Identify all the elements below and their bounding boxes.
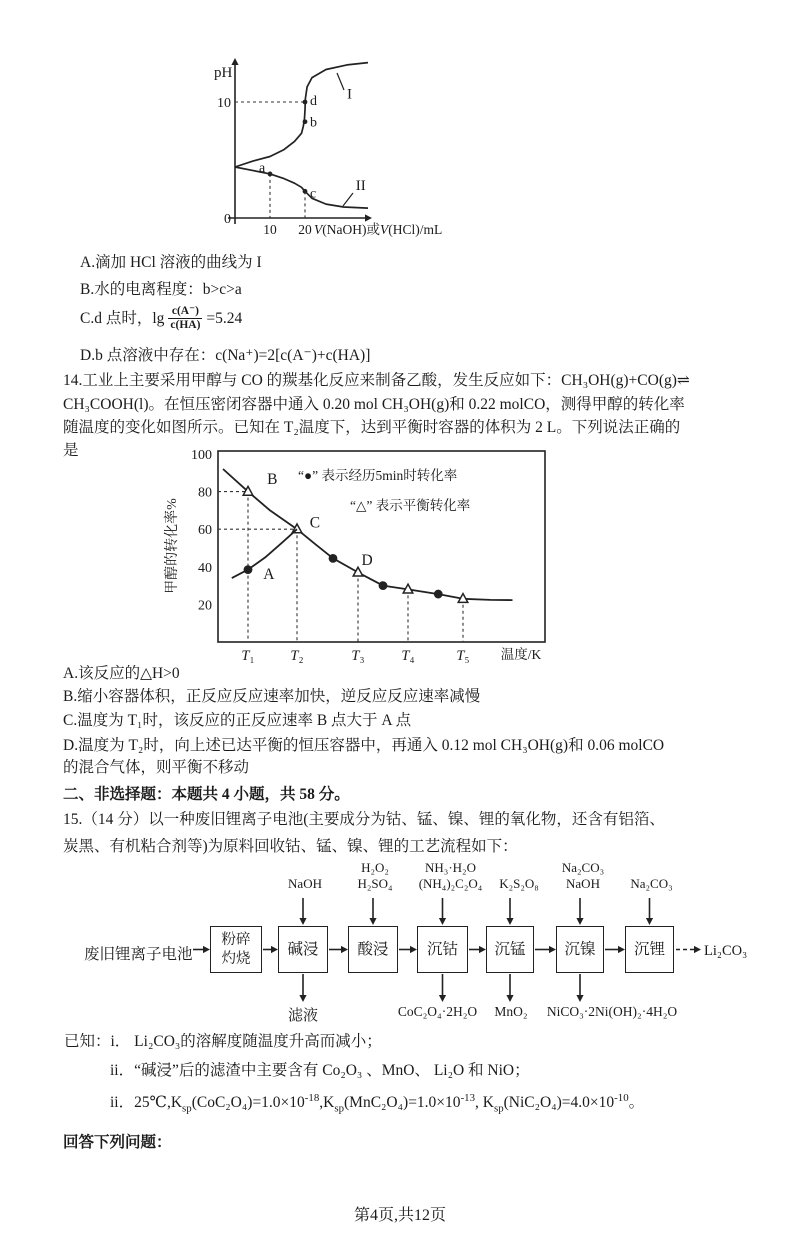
- flow-input-line: Na₂CO₃: [630, 876, 673, 891]
- flow-arrow-head: [439, 995, 446, 1002]
- fraction-numerator: c(A⁻): [171, 304, 199, 317]
- flow-box-line: 灼烧: [221, 950, 251, 967]
- x-tick-20: 20: [298, 222, 312, 237]
- flow-source-label: 废旧锂离子电池: [84, 946, 193, 963]
- chart-label-B: B: [267, 471, 278, 489]
- flow-input-line: NaOH: [566, 876, 600, 891]
- point-label-c: c: [310, 186, 317, 202]
- flow-box-4: [417, 926, 468, 973]
- flow-product-label: Li₂CO₃: [704, 943, 748, 959]
- q14-option-b: B.缩小容器体积，正反应反应速率加快，逆反应反应速率减慢: [63, 688, 481, 705]
- flow-box-line: 粉碎: [221, 932, 251, 949]
- flow-arrow-head: [369, 918, 376, 925]
- flow-input-line: H₂SO₄: [357, 876, 393, 891]
- flow-arrow-head: [576, 918, 583, 925]
- section2-header: 二、非选择题：本题共 4 小题，共 58 分。: [63, 786, 350, 803]
- q13-option-a: A.滴加 HCl 溶液的曲线为 I: [80, 254, 262, 271]
- q14-stem-line3: 随温度的变化如图所示。已知在 T₂温度下，达到平衡时容器的体积为 2 L。下列说法正确的: [63, 419, 681, 436]
- q15-stem-line1: 15.（14 分）以一种废旧锂离子电池(主要成分为钴、锰、镍、锂的氧化物，还含有铝箔、: [63, 811, 665, 828]
- y-tick-60: 60: [198, 523, 212, 539]
- q14-option-c: C.温度为 T₁时，该反应的正反应速率 B 点大于 A 点: [63, 712, 412, 729]
- x-axis-label: 温度/K: [500, 647, 542, 662]
- q14-stem-line4: 是: [63, 442, 79, 459]
- y-tick-10: 10: [217, 96, 231, 111]
- flow-arrow-head: [410, 946, 417, 953]
- point-label-d: d: [310, 94, 317, 109]
- legend-equilibrium: “△” 表示平衡转化率: [350, 498, 471, 513]
- q14-stem-line1: 14.工业上主要采用甲醇与 CO 的羰基化反应来制备乙酸，发生反应如下：CH₃OH(g)+CO(g)⇌: [63, 372, 690, 389]
- flow-output-4: MnO₂: [494, 1004, 528, 1019]
- flow-input-4: [499, 876, 539, 892]
- flow-input-3: [419, 860, 483, 892]
- q14-stem-line2: CH₃COOH(l)。在恒压密闭容器中通入 0.20 mol CH₃OH(g)和 0.22 molCO，测得甲醇的转化率: [63, 396, 685, 413]
- y-axis-label: pH: [214, 65, 233, 81]
- flow-input-line: H₂O₂: [361, 860, 389, 875]
- q13-option-d: D.b 点溶液中存在：c(Na⁺)=2[c(A⁻)+c(HA)]: [80, 347, 371, 364]
- flow-output-5: NiCO₃·2Ni(OH)₂·4H₂O: [546, 1004, 678, 1019]
- flow-box-6: [556, 926, 604, 973]
- flow-box-3: [348, 926, 398, 973]
- flow-input-line: NaOH: [288, 876, 322, 891]
- flow-arrow-head: [341, 946, 348, 953]
- flow-box-line: 沉钴: [426, 940, 458, 958]
- flow-arrow-head: [299, 995, 306, 1002]
- flow-box-7: [625, 926, 674, 973]
- chart-label-D: D: [361, 551, 373, 569]
- fraction-denominator: c(HA): [170, 319, 201, 331]
- flow-arrow-head: [549, 946, 556, 953]
- flow-box-2: [278, 926, 328, 973]
- flow-box-1: [210, 926, 262, 973]
- curve-label-II: II: [355, 178, 366, 195]
- point-label-b: b: [310, 115, 317, 131]
- y-tick-20: 20: [198, 598, 212, 614]
- flow-box-line: 沉锰: [494, 940, 526, 958]
- point-label-a: a: [259, 160, 266, 176]
- flow-arrow-head: [506, 918, 513, 925]
- flow-arrow-head: [694, 946, 701, 953]
- flow-input-line: NH₃·H₂O: [425, 860, 476, 875]
- y-tick-80: 80: [198, 485, 212, 501]
- flow-output-3: CoC₂O₄·2H₂O: [397, 1004, 478, 1019]
- flow-arrow-head: [271, 946, 278, 953]
- q14-option-d-line1: D.温度为 T₂时，向上述已达平衡的恒压容器中，再通入 0.12 mol CH₃OH(g)和 0.06 molCO: [63, 737, 665, 754]
- page-number: 第4页,共12页: [353, 1207, 446, 1224]
- flow-input-line: (NH₄)₂C₂O₄: [418, 876, 483, 891]
- flow-arrow-head: [203, 946, 210, 953]
- flow-input-line: K₂S₂O₈: [499, 876, 539, 891]
- known-item-1: 已知：i． Li₂CO₃的溶解度随温度升高而减小；: [64, 1033, 382, 1050]
- known-item-3: ii．$25℃,K_{sp}(CoC_2O_4)=1.0\times 10^{-18},K_{sp}(MnC_2O_4)=1.0\times 10^{-13}$, $K_{sp}(NiC_2O_4)=4.0\times 10^{-10}$。: [110, 1092, 645, 1115]
- x-axis-label: V(NaOH)或V(HCl)/mL: [314, 222, 443, 237]
- flow-box-line: 沉镍: [564, 940, 596, 958]
- q13-option-b: B.水的电离程度：b>c>a: [80, 281, 242, 298]
- q13-option-c-prefix: C.d 点时，lg: [80, 309, 165, 327]
- flow-input-5: [562, 860, 604, 892]
- q14-option-a: A.该反应的△H>0: [63, 665, 180, 682]
- flow-arrow-head: [646, 918, 653, 925]
- q13-option-c-suffix: =5.24: [206, 309, 243, 327]
- flow-arrow-head: [439, 918, 446, 925]
- x-tick-3: T₃: [351, 648, 365, 664]
- y-axis-label: 甲醇的转化率%: [165, 498, 180, 594]
- flow-input-1: [288, 876, 322, 892]
- chart-label-C: C: [309, 514, 321, 532]
- flow-arrow-head: [479, 946, 486, 953]
- flow-box-5: [486, 926, 534, 973]
- flow-box-line: 沉锂: [633, 940, 665, 958]
- x-tick-1: T₁: [241, 648, 255, 664]
- x-tick-10: 10: [263, 222, 277, 237]
- x-tick-2: T₂: [290, 648, 304, 664]
- flow-arrow-head: [576, 995, 583, 1002]
- q15-stem-line2: 炭黑、有机粘合剂等)为原料回收钴、锰、镍、锂的工艺流程如下：: [63, 838, 518, 855]
- flow-input-6: [630, 876, 672, 892]
- flow-arrow-head: [299, 918, 306, 925]
- flow-arrow-head: [618, 946, 625, 953]
- flow-output-1: 滤液: [287, 1008, 319, 1024]
- curve-label-I: I: [347, 86, 352, 103]
- flow-input-2: [357, 860, 392, 892]
- flow-box-line: 酸浸: [357, 940, 389, 958]
- y-tick-40: 40: [198, 560, 212, 576]
- answer-prompt: 回答下列问题：: [63, 1134, 172, 1151]
- chart-label-A: A: [263, 566, 275, 584]
- y-tick-100: 100: [191, 448, 212, 463]
- x-tick-5: T₅: [456, 648, 470, 664]
- flow-input-line: Na₂CO₃: [561, 860, 605, 875]
- flow-arrow-head: [506, 995, 513, 1002]
- flow-box-line: 碱浸: [287, 940, 319, 958]
- legend-5min: “●” 表示经历5min时转化率: [298, 468, 458, 483]
- q14-option-d-line2: 的混合气体，则平衡不移动: [63, 759, 250, 776]
- x-tick-4: T₄: [401, 648, 415, 664]
- known-item-2: ii．“碱浸”后的滤渣中主要含有 Co₂O₃ 、MnO、 Li₂O 和 NiO；: [110, 1062, 530, 1079]
- y-tick-0: 0: [224, 212, 231, 227]
